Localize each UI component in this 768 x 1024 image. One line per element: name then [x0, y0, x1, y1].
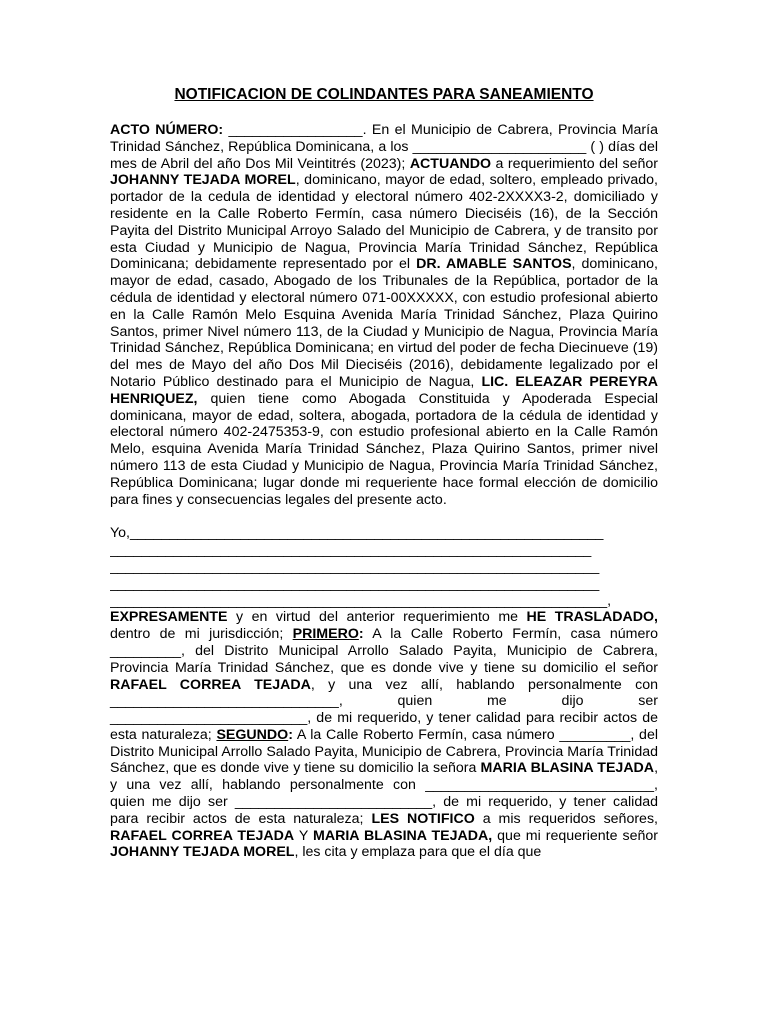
paragraph-spacer: [110, 508, 658, 525]
abogado-name: DR. AMABLE SANTOS: [416, 256, 572, 273]
traslado-paragraph: [110, 609, 658, 861]
yo-line-5: _______________________________________________________________,: [110, 592, 612, 609]
maria-name: MARIA BLASINA TEJADA: [480, 760, 655, 777]
acto-text-3: , dominicano, mayor de edad, soltero, empleado privado, portador de la cedula de identidad y electoral número 402-2XXXX3-2, domiciliado y residente en la Calle Roberto Fermín, casa número Dieciséis (16), de la Sección Payita del Distrito Municipal Arroyo Salado del Municipio de Cabrera, y de transito por esta Ciudad y Municipio de Nagua, Provincia María Trinidad Sánchez, República Dominicana; debidamente representado por el: [110, 172, 658, 273]
traslado-text-8: Y: [294, 827, 314, 844]
johanny-name-2: JOHANNY TEJADA MOREL: [110, 844, 295, 861]
segundo-label: SEGUNDO: [216, 726, 289, 743]
abogada-name: LIC. ELEAZAR PEREYRA HENRIQUEZ,: [110, 373, 659, 407]
traslado-text-9: que mi requeriente señor: [492, 827, 658, 844]
yo-line-4: ______________________________________________________________: [110, 575, 600, 592]
yo-line-2: _____________________________________________________________: [110, 542, 592, 559]
expresamente-label: EXPRESAMENTE: [110, 609, 228, 626]
traslado-text-6: , y una vez allí, hablando personalmente con _____________________________, quien me dijo ser _________________________, de mi requerido, y tener calidad para recibir actos de esta naturaleza;: [110, 760, 659, 827]
acto-paragraph: [110, 122, 658, 508]
acto-label: ACTO NÚMERO:: [110, 122, 224, 138]
traslado-text-5: A la Calle Roberto Fermín, casa número _________, del Distrito Municipal Arrollo Salado Payita, Municipio de Cabrera, Provincia María Trinidad Sánchez, que es donde vive y tiene su domicilio la señora: [110, 726, 658, 777]
primero-label: PRIMERO: [292, 626, 359, 643]
traslado-text-4: , y una vez allí, hablando personalmente con _____________________________, quien me dijo ser _________________________, de mi requerido, y tener calidad para recibir actos de esta naturaleza;: [110, 676, 658, 743]
primero-colon: :: [358, 626, 364, 643]
acto-text-2: a requerimiento del señor: [491, 155, 658, 172]
traslado-text-2: dentro de mi jurisdicción;: [110, 626, 293, 643]
acto-text-4: , dominicano, mayor de edad, casado, Abogado de los Tribunales de la República, portador de la cédula de identidad y electoral número 071-00XXXXX, con estudio profesional abierto en la Calle Ramón Melo Esquina Avenida María Trinidad Sánchez, Plaza Quirino Santos, primer Nivel número 113, de la Ciudad y Municipio de Nagua, Provincia María Trinidad Sánchez, República Dominicana; en virtud del poder de fecha Diecinueve (19) del mes de Mayo del año Dos Mil Dieciséis (2016), debidamente legalizado por el Notario Público destinado para el Municipio de Nagua,: [110, 256, 658, 390]
actuando-label: ACTUANDO: [409, 155, 491, 172]
yo-blank-lines: [110, 525, 658, 609]
traslado-text-7: a mis requeridos señores,: [474, 810, 658, 827]
rafael-name-2: RAFAEL CORREA TEJADA: [110, 827, 295, 844]
traslado-text-1: y en virtud del anterior requerimiento me: [227, 609, 527, 626]
requeriente-name: JOHANNY TEJADA MOREL: [110, 172, 296, 189]
yo-line-3: ______________________________________________________________: [110, 558, 600, 575]
segundo-colon: :: [288, 726, 293, 743]
rafael-name: RAFAEL CORREA TEJADA: [110, 676, 311, 693]
yo-line-1: Yo,____________________________________________________________: [110, 525, 604, 542]
les-notifico-label: LES NOTIFICO: [371, 810, 475, 827]
document-title: NOTIFICACION DE COLINDANTES PARA SANEAMIENTO: [174, 86, 594, 103]
acto-text-1: _________________. En el Municipio de Cabrera, Provincia María Trinidad Sánchez, República Dominicana, a los ______________________ ( ) días del mes de Abril del año Dos Mil Veintitrés (2023);: [110, 122, 658, 172]
traslado-text-3: A la Calle Roberto Fermín, casa número _________, del Distrito Municipal Arrollo Salado Payita, Municipio de Cabrera, Provincia María Trinidad Sánchez, que es donde vive y tiene su domicilio el señor: [110, 626, 659, 676]
traslado-text-10: , les cita y emplaza para que el día que: [294, 844, 542, 861]
acto-text-5: quien tiene como Abogada Constituida y Apoderada Especial dominicana, mayor de edad, soltera, abogada, portadora de la cédula de identidad y electoral número 402-2475353-9, con estudio profesional abierto en la Calle Ramón Melo, esquina Avenida María Trinidad Sánchez, Plaza Quirino Santos, primer nivel número 113 de esta Ciudad y Municipio de Nagua, Provincia María Trinidad Sánchez, República Dominicana; lugar donde mi requeriente hace formal elección de domicilio para fines y consecuencias legales del presente acto.: [110, 390, 658, 508]
he-trasladado-label: HE TRASLADADO,: [526, 609, 659, 626]
maria-name-2: MARIA BLASINA TEJADA,: [313, 827, 493, 844]
